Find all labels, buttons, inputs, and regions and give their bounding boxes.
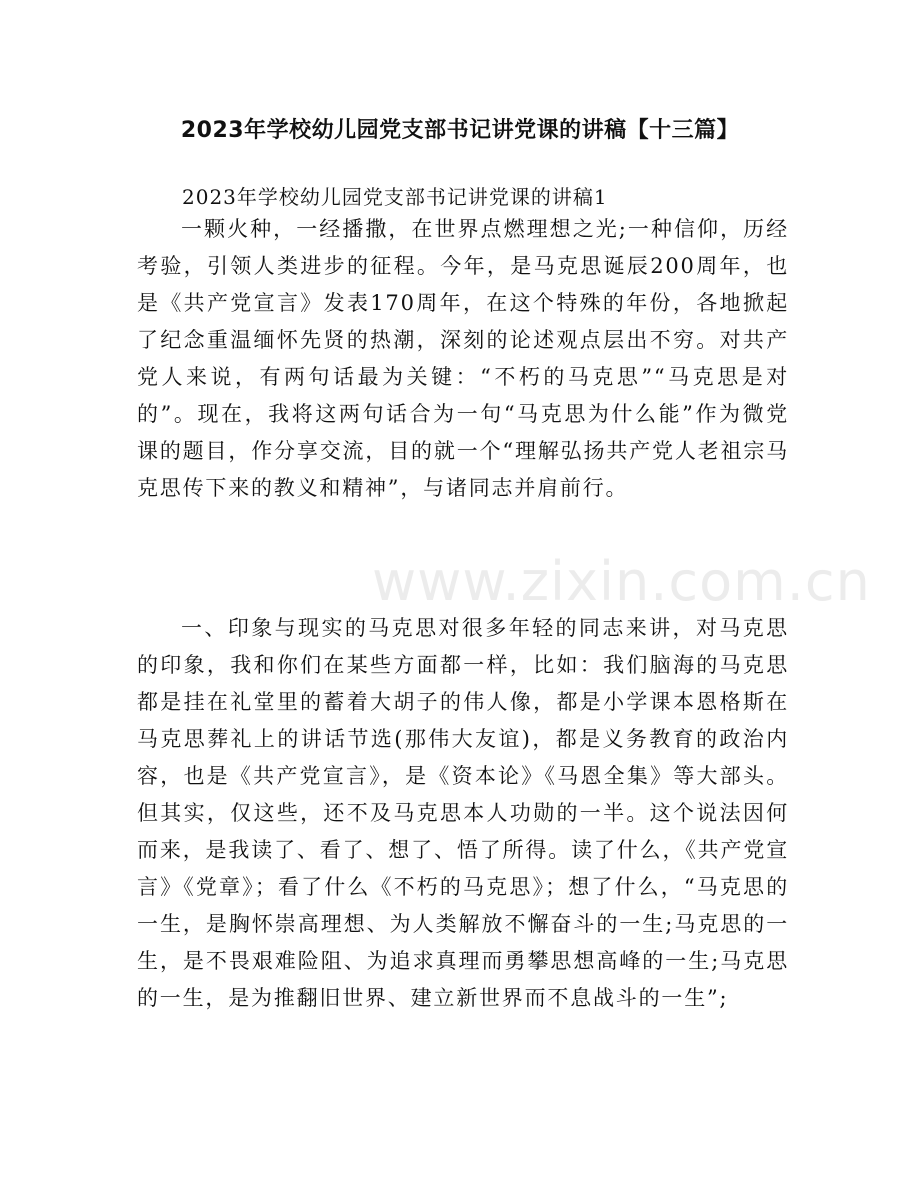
page-title: 2023年学校幼儿园党支部书记讲党课的讲稿【十三篇】 <box>180 118 740 143</box>
watermark: www.zixin.com.cn <box>372 550 871 613</box>
section-heading: 2023年学校幼儿园党支部书记讲党课的讲稿1 <box>182 185 608 209</box>
body-paragraph-2: 一、印象与现实的马克思对很多年轻的同志来讲，对马克思的印象，我和你们在某些方面都一样，比如：我们脑海的马克思都是挂在礼堂里的蓄着大胡子的伟人像，都是小学课本恩格斯在马克思葬礼上的讲话节选(那伟大友谊)，都是义务教育的政治内容，也是《共产党宣言》，是《资本论》《马恩全集》等大部头。但其实，仅这些，还不及马克思本人功勋的一半。这个说法因何而来，是我读了、看了、想了、悟了所得。读了什么，《共产党宣言》《党章》；看了什么《不朽的马克思》；想了什么，“马克思的一生，是胸怀崇高理想、为人类解放不懈奋斗的一生;马克思的一生，是不畏艰难险阻、为追求真理而勇攀思想高峰的一生;马克思的一生，是为推翻旧世界、建立新世界而不息战斗的一生”; <box>137 616 789 1010</box>
body-paragraph-1: 一颗火种，一经播撒，在世界点燃理想之光;一种信仰，历经考验，引领人类进步的征程。今年，是马克思诞辰200周年，也是《共产党宣言》发表170周年，在这个特殊的年份，各地掀起了纪念重温缅怀先贤的热潮，深刻的论述观点层出不穷。对共产党人来说，有两句话最为关键：“不朽的马克思”“马克思是对的”。现在，我将这两句话合为一句“马克思为什么能”作为微党课的题目，作分享交流，目的就一个“理解弘扬共产党人老祖宗马克思传下来的教义和精神”，与诸同志并肩前行。 <box>137 217 789 500</box>
